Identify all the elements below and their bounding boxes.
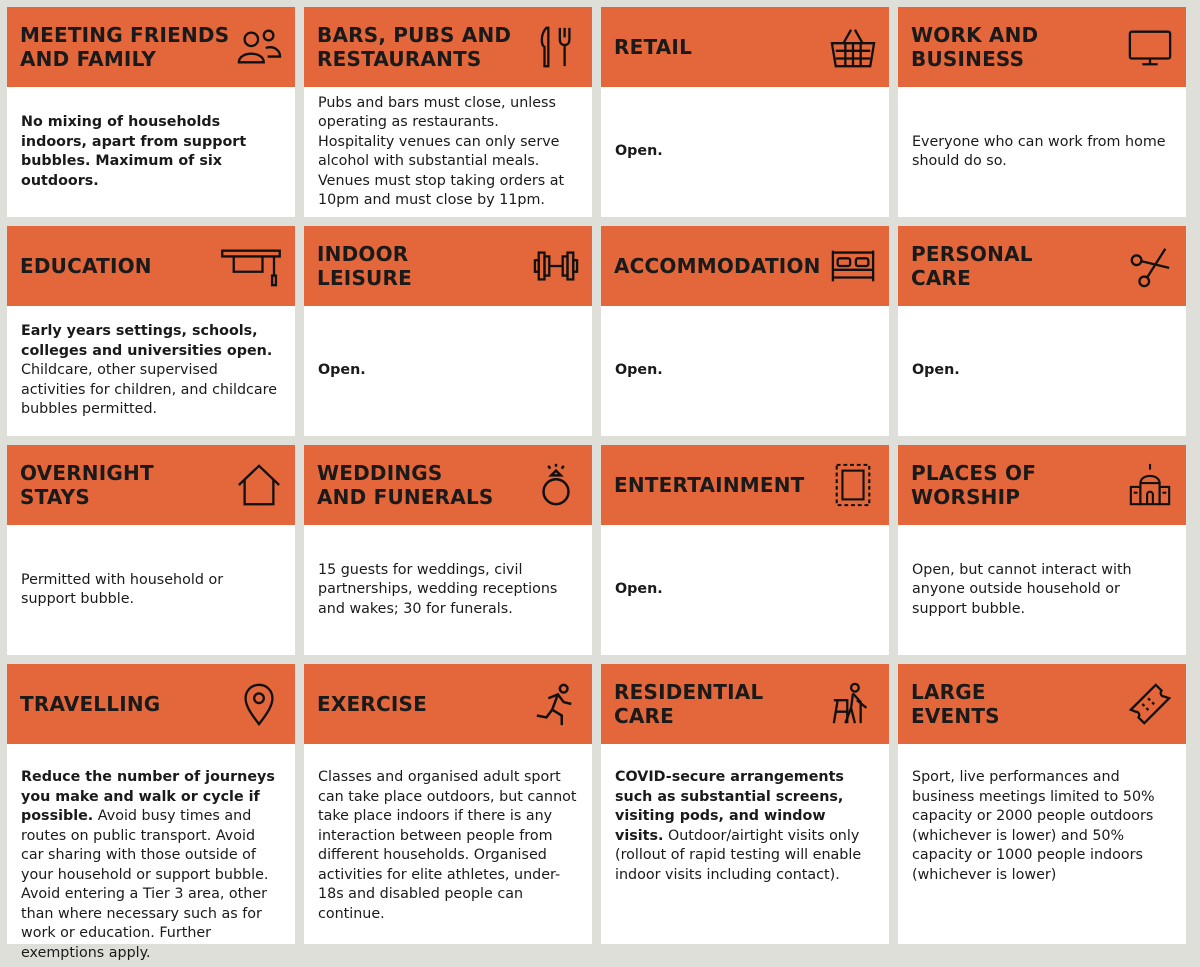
card-residential-care: [601, 664, 889, 944]
card-text: Everyone who can work from home should do so.: [912, 133, 1166, 169]
card-title: RETAIL: [614, 35, 693, 59]
shopping-basket-icon: [829, 23, 877, 71]
card-header: [7, 7, 295, 87]
card-text: Pubs and bars must close, unless operating as restaurants. Hospitality venues can only serve alcohol with substantial meals. Venues must stop taking orders at 10pm and must close by 11pm.: [318, 94, 565, 208]
card-body: [601, 525, 889, 655]
card-retail: [601, 7, 889, 217]
walking-frame-icon: [829, 680, 877, 728]
card-body: [304, 306, 592, 436]
card-text: 15 guests for weddings, civil partnerships, wedding receptions and wakes; 30 for funerals.: [318, 561, 558, 617]
dumbbell-icon: [532, 242, 580, 290]
card-title: RESIDENTIAL CARE: [614, 680, 764, 728]
card-text: Sport, live performances and business meetings limited to 50% capacity or 2000 people outdoors (whichever is lower) and 50% capacity or 1000 people indoors (whichever is lower): [912, 769, 1155, 883]
card-title: TRAVELLING: [20, 692, 161, 716]
card-header: [601, 664, 889, 744]
card-large-events: [898, 664, 1186, 944]
card-title: WEDDINGS AND FUNERALS: [317, 461, 494, 509]
card-work-business: [898, 7, 1186, 217]
card-body: [304, 525, 592, 655]
scissors-icon: [1126, 242, 1174, 290]
card-title: MEETING FRIENDS AND FAMILY: [20, 23, 230, 71]
card-accommodation: [601, 226, 889, 436]
card-entertainment: [601, 445, 889, 655]
card-title: PLACES OF WORSHIP: [911, 461, 1037, 509]
card-title: EDUCATION: [20, 254, 152, 278]
restrictions-grid: [7, 7, 1186, 961]
card-header: [898, 445, 1186, 525]
card-title: OVERNIGHT STAYS: [20, 461, 154, 509]
card-meeting-friends: [7, 7, 295, 217]
card-header: [898, 7, 1186, 87]
card-exercise: [304, 664, 592, 944]
card-header: [898, 664, 1186, 744]
card-text-bold: COVID-secure arrangements such as substantial screens, visiting pods, and window visits.: [615, 769, 844, 844]
card-body: [898, 306, 1186, 436]
card-header: [304, 664, 592, 744]
card-text-bold: Reduce the number of journeys you make and walk or cycle if possible.: [21, 769, 275, 824]
place-of-worship-icon: [1126, 461, 1174, 509]
card-header: [898, 226, 1186, 306]
card-text: Avoid busy times and routes on public transport. Avoid car sharing with those outside of your household or support bubble. Avoid entering a Tier 3 area, other than where necessary such as for work or education. Further exemptions apply.: [21, 808, 269, 961]
card-header: [601, 445, 889, 525]
card-bars-pubs: [304, 7, 592, 217]
card-text: Permitted with household or support bubble.: [21, 571, 224, 607]
card-title: ENTERTAINMENT: [614, 473, 805, 497]
card-body: [7, 744, 295, 967]
card-header: [601, 7, 889, 87]
card-title: PERSONAL CARE: [911, 242, 1033, 290]
card-overnight-stays: [7, 445, 295, 655]
card-indoor-leisure: [304, 226, 592, 436]
card-travelling: [7, 664, 295, 961]
card-education: [7, 226, 295, 436]
graduation-cap-icon: [219, 242, 283, 290]
card-body: [304, 87, 592, 217]
card-title: LARGE EVENTS: [911, 680, 1000, 728]
map-pin-icon: [235, 680, 283, 728]
card-body: [898, 525, 1186, 655]
card-text-bold: Open.: [615, 143, 663, 160]
card-places-of-worship: [898, 445, 1186, 655]
ring-icon: [532, 461, 580, 509]
card-body: [601, 87, 889, 217]
card-header: [7, 445, 295, 525]
card-title: INDOOR LEISURE: [317, 242, 412, 290]
card-body: [7, 525, 295, 655]
card-text-bold: Early years settings, schools, colleges and universities open.: [21, 323, 273, 359]
event-ticket-icon: [1126, 680, 1174, 728]
people-icon: [235, 23, 283, 71]
card-text-bold: Open.: [318, 362, 366, 379]
card-body: [601, 744, 889, 944]
card-body: [7, 306, 295, 436]
card-header: [304, 7, 592, 87]
card-weddings-funerals: [304, 445, 592, 655]
card-text: Classes and organised adult sport can take place outdoors, but cannot take place indoors if there is any interaction between people from different households. Organised activities for elite athletes, under-18s and disabled people can continue.: [318, 769, 577, 922]
cutlery-icon: [532, 23, 580, 71]
card-title: EXERCISE: [317, 692, 427, 716]
house-icon: [235, 461, 283, 509]
monitor-icon: [1126, 23, 1174, 71]
card-personal-care: [898, 226, 1186, 436]
ticket-stub-icon: [829, 461, 877, 509]
card-text: Childcare, other supervised activities for children, and childcare bubbles permitted.: [21, 362, 278, 418]
card-text: Outdoor/airtight visits only (rollout of rapid testing will enable indoor visits including contact).: [615, 827, 862, 883]
card-text-bold: Open.: [615, 362, 663, 379]
card-text-bold: No mixing of households indoors, apart from support bubbles. Maximum of six outdoors.: [21, 114, 247, 189]
card-header: [7, 664, 295, 744]
running-person-icon: [532, 680, 580, 728]
card-title: BARS, PUBS AND RESTAURANTS: [317, 23, 512, 71]
card-body: [601, 306, 889, 436]
card-text-bold: Open.: [912, 362, 960, 379]
bed-icon: [829, 242, 877, 290]
card-body: [898, 87, 1186, 217]
card-header: [304, 445, 592, 525]
card-header: [601, 226, 889, 306]
card-text-bold: Open.: [615, 581, 663, 598]
card-title: WORK AND BUSINESS: [911, 23, 1039, 71]
card-header: [7, 226, 295, 306]
card-header: [304, 226, 592, 306]
card-text: Open, but cannot interact with anyone outside household or support bubble.: [912, 561, 1132, 617]
card-body: [304, 744, 592, 944]
card-title: ACCOMMODATION: [614, 254, 821, 278]
card-body: [898, 744, 1186, 944]
card-body: [7, 87, 295, 217]
